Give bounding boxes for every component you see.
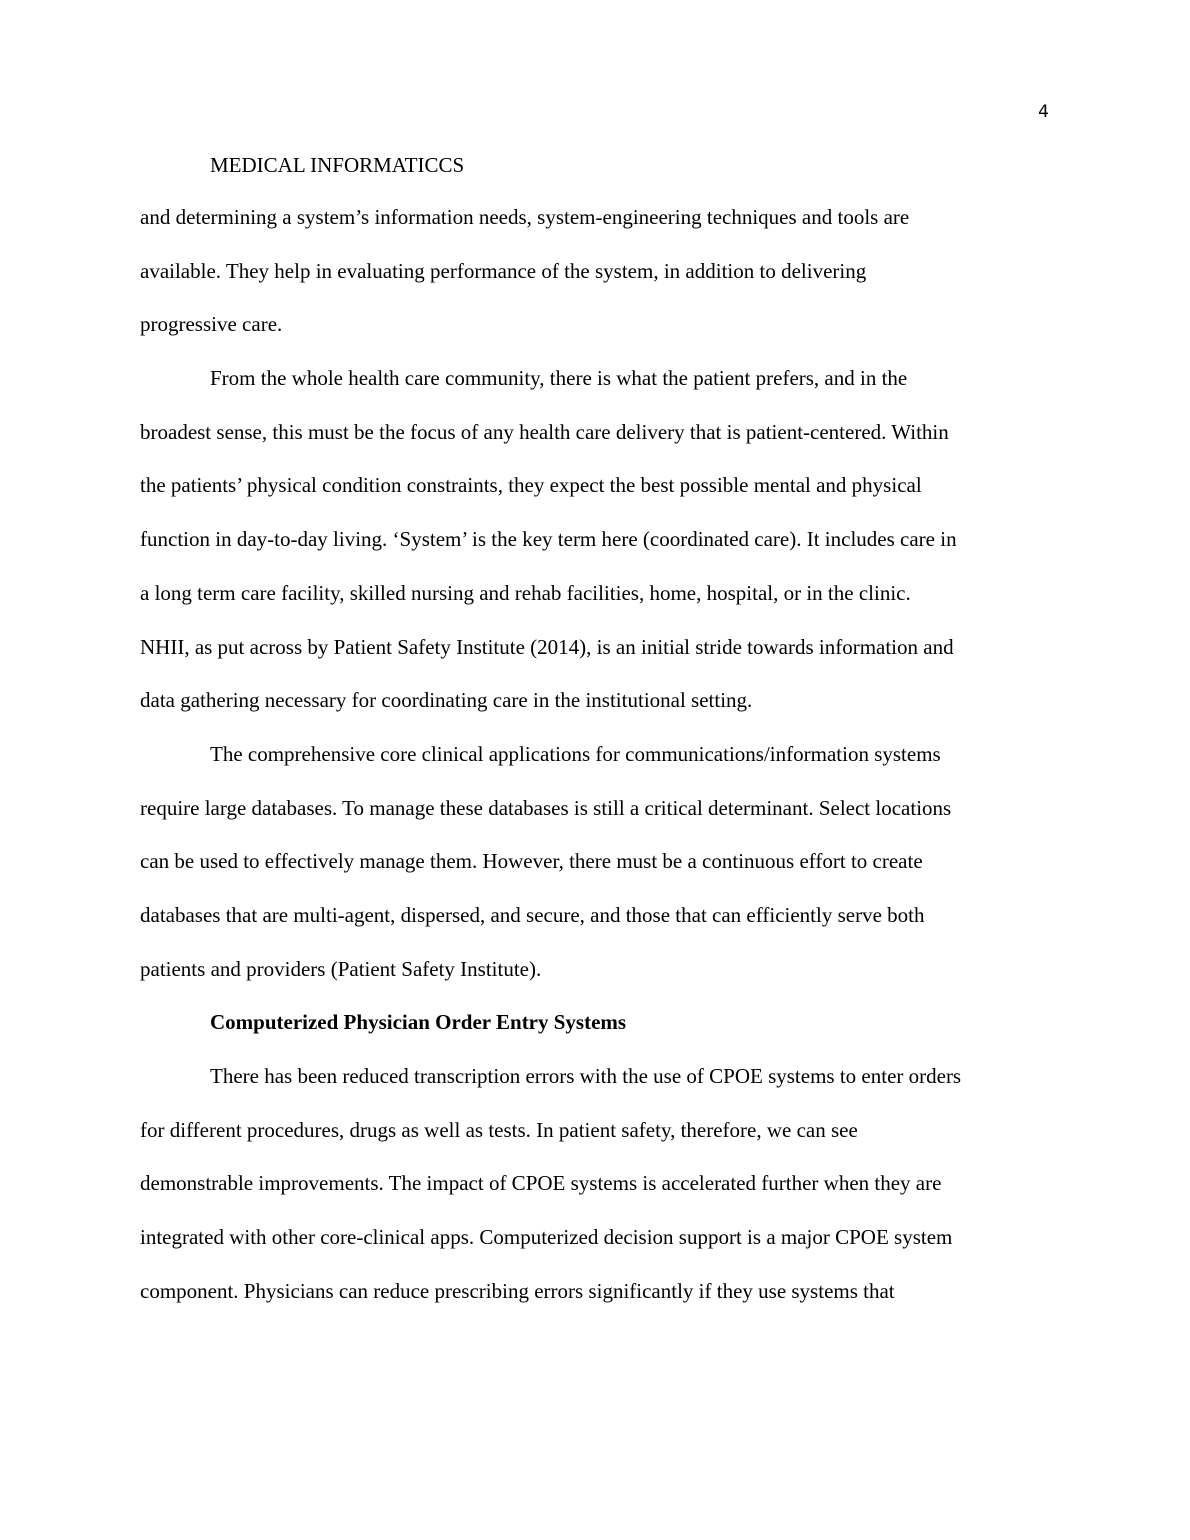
text-line: broadest sense, this must be the focus of any health care delivery that is patient-centered. Within	[140, 419, 949, 444]
text-line: for different procedures, drugs as well as tests. In patient safety, therefore, we can see	[140, 1117, 858, 1142]
paragraph-first-line: There has been reduced transcription errors with the use of CPOE systems to enter orders	[210, 1064, 962, 1088]
text-line: and determining a system’s information needs, system-engineering techniques and tools are	[140, 205, 910, 229]
page-number: 4	[1038, 102, 1049, 122]
text-line: a long term care facility, skilled nursing and rehab facilities, home, hospital, or in the clinic.	[140, 580, 911, 605]
section-heading: Computerized Physician Order Entry Systems	[210, 1010, 627, 1035]
text-line: NHII, as put across by Patient Safety Institute (2014), is an initial stride towards information and	[140, 634, 954, 659]
text-line: the patients’ physical condition constraints, they expect the best possible mental and physical	[140, 473, 922, 498]
text-line: component. Physicians can reduce prescribing errors significantly if they use systems that	[140, 1278, 895, 1303]
text-line: function in day-to-day living. ‘System’ is the key term here (coordinated care). It includes care in	[140, 527, 957, 552]
text-line: data gathering necessary for coordinating care in the institutional setting.	[140, 688, 753, 713]
text-line: available. They help in evaluating performance of the system, in addition to delivering	[140, 258, 867, 283]
paragraph-first-line: The comprehensive core clinical applications for communications/information systems	[210, 741, 941, 766]
text-line: integrated with other core-clinical apps. Computerized decision support is a major CPOE system	[140, 1225, 953, 1250]
text-line: patients and providers (Patient Safety Institute).	[140, 956, 542, 981]
running-head: MEDICAL INFORMATICCS	[210, 153, 465, 177]
text-line: databases that are multi-agent, dispersed, and secure, and those that can efficiently serve both	[140, 902, 925, 927]
text-line: demonstrable improvements. The impact of CPOE systems is accelerated further when they are	[140, 1171, 942, 1196]
text-line: require large databases. To manage these databases is still a critical determinant. Select locations	[140, 795, 952, 820]
paragraph-first-line: From the whole health care community, there is what the patient prefers, and in the	[210, 366, 908, 391]
text-line: progressive care.	[140, 312, 283, 337]
body-text	[140, 191, 1050, 1318]
text-line: can be used to effectively manage them. However, there must be a continuous effort to create	[140, 849, 923, 874]
